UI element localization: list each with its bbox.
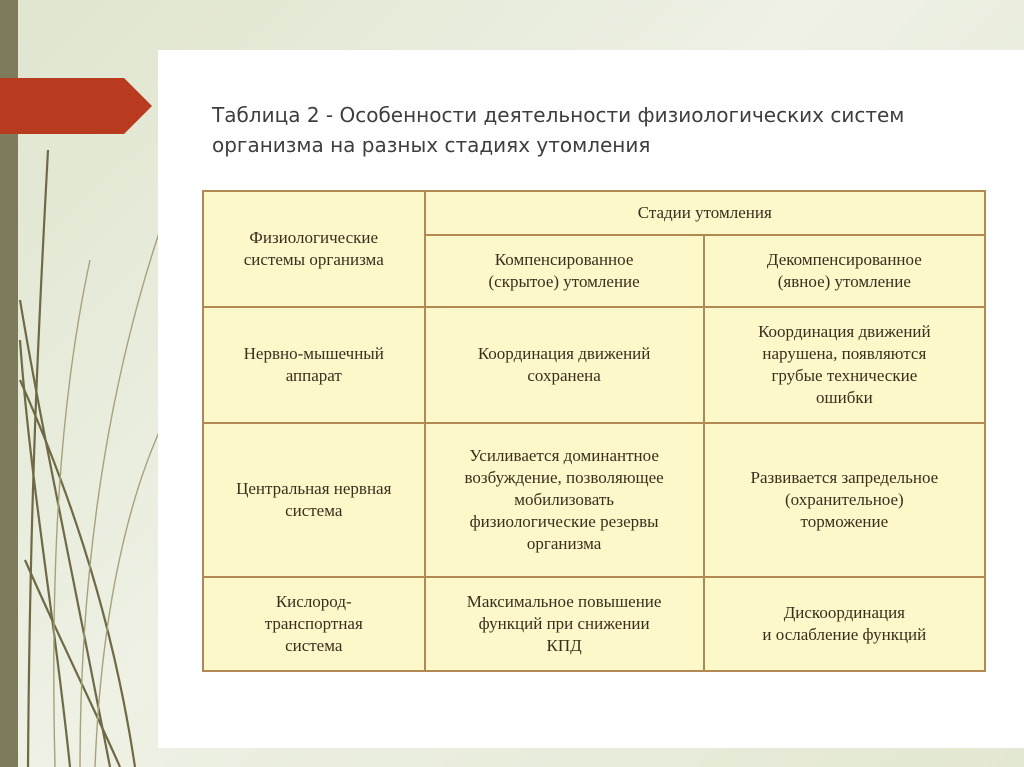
decompensated-cell [704, 577, 985, 671]
compensated-cell [425, 577, 704, 671]
decompensated-text: Развивается запредельное (охранительное) торможение [750, 468, 939, 531]
compensated-text: Усиливается доминантное возбуждение, позволяющее мобилизовать физиологические резервы организма [464, 446, 664, 553]
system-cell [203, 307, 425, 423]
system-name: Кислород- транспортная система [264, 592, 363, 655]
system-name: Нервно-мышечный аппарат [243, 344, 384, 385]
decompensated-cell [704, 307, 985, 423]
compensated-cell [425, 307, 704, 423]
table-row [203, 423, 985, 577]
decompensated-cell [704, 423, 985, 577]
system-name: Центральная нервная система [236, 479, 392, 520]
header-systems-cell [203, 191, 425, 307]
compensated-text: Максимальное повышение функций при снижении КПД [466, 592, 662, 655]
table-row [203, 307, 985, 423]
fatigue-stages-table [202, 190, 986, 672]
decompensated-text: Дискоординация и ослабление функций [762, 603, 927, 644]
slide-title: Таблица 2 - Особенности деятельности физиологических систем организма на разных стадиях утомления [212, 103, 905, 157]
red-arrow-marker [0, 78, 152, 134]
header-stages-cell [425, 191, 986, 235]
header-compensated-cell [425, 235, 704, 307]
header-systems-label: Физиологические системы организма [243, 228, 384, 269]
header-stages-label: Стадии утомления [637, 203, 772, 222]
table-header-row [203, 191, 985, 235]
decompensated-text: Координация движений нарушена, появляются грубые технические ошибки [758, 322, 931, 407]
compensated-text: Координация движений сохранена [477, 344, 651, 385]
system-cell [203, 577, 425, 671]
header-decompensated-cell [704, 235, 985, 307]
table-row [203, 577, 985, 671]
compensated-cell [425, 423, 704, 577]
header-decompensated-label: Декомпенсированное (явное) утомление [766, 250, 922, 291]
header-compensated-label: Компенсированное (скрытое) утомление [488, 250, 640, 291]
system-cell [203, 423, 425, 577]
